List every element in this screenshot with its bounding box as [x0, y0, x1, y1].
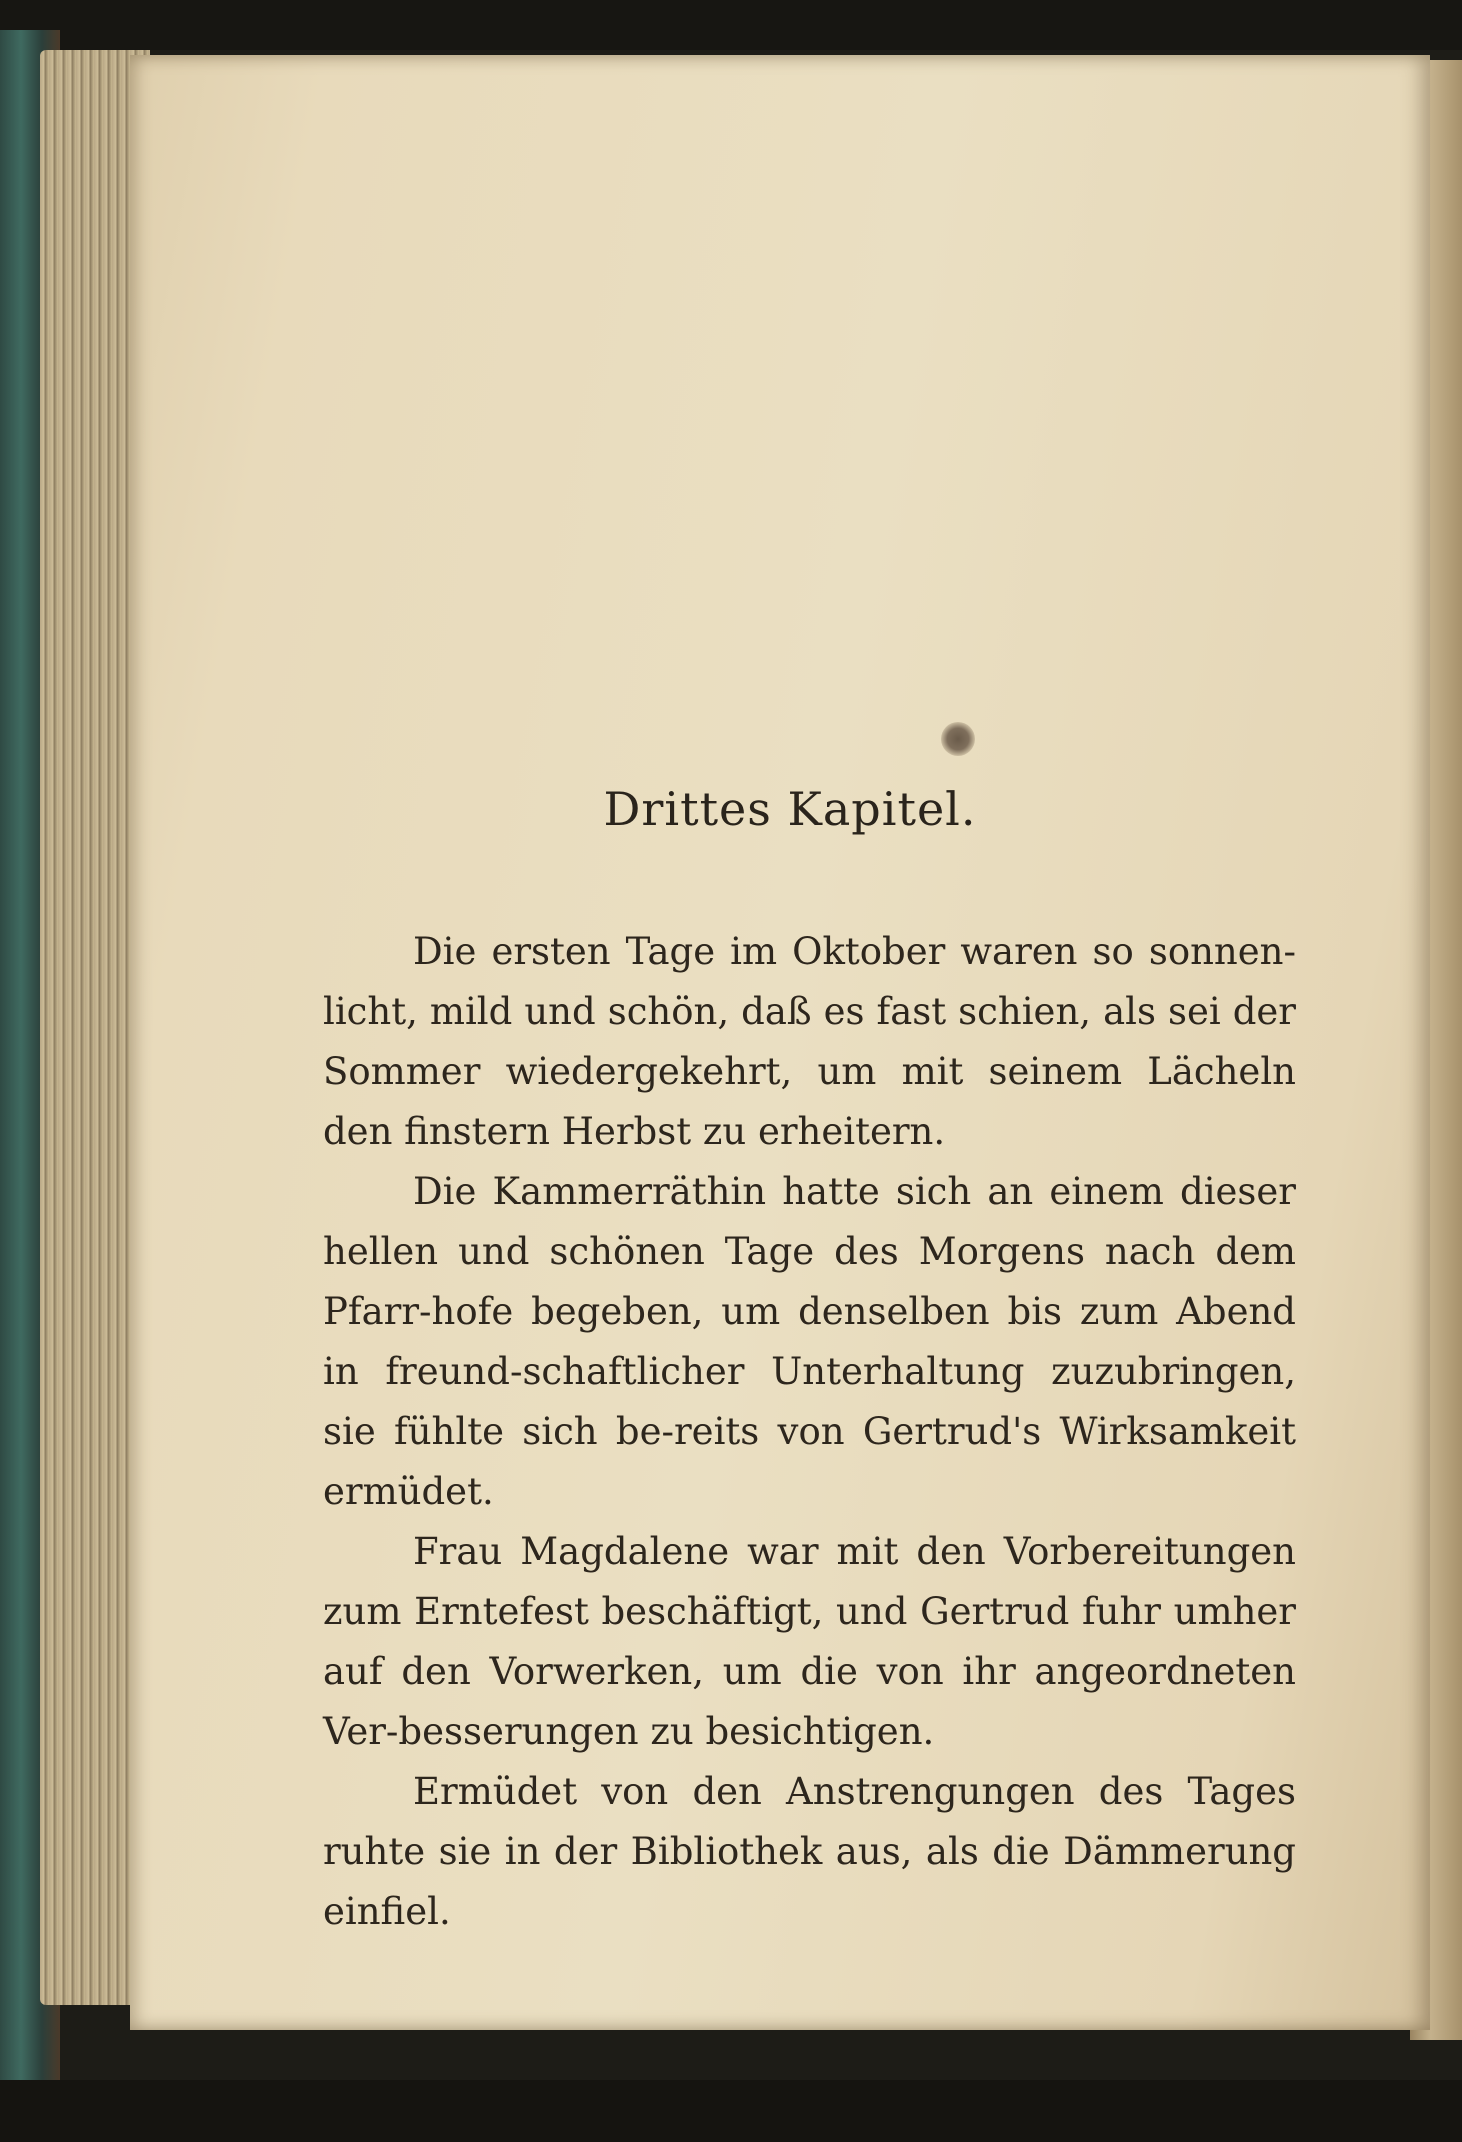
- paragraph: Frau Magdalene war mit den Vorbereitungen zum Erntefest beschäftigt, und Gertrud fuhr umher auf den Vorwerken, um die von ihr angeordneten Ver-besserungen zu besichtigen.: [323, 1530, 1296, 1753]
- book-cover-top: [0, 0, 1462, 50]
- paragraph: Ermüdet von den Anstrengungen des Tages ruhte sie in der Bibliothek aus, als die Dämmerung einfiel.: [323, 1770, 1296, 1933]
- paragraph: Die ersten Tage im Oktober waren so sonnen-licht, mild und schön, daß es fast schien, als sei der Sommer wiedergekehrt, um mit seinem Lächeln den finstern Herbst zu erheitern.: [323, 930, 1296, 1153]
- book-cover-bottom: [0, 2080, 1462, 2142]
- paragraph: Die Kammerräthin hatte sich an einem dieser hellen und schönen Tage des Morgens nach dem Pfarr-hofe begeben, um denselben bis zum Abend in freund-schaftlicher Unterhaltung zuzubringen, sie fühlte sich be-reits von Gertrud's Wirksamkeit ermüdet.: [323, 1170, 1296, 1513]
- ink-spot: [941, 722, 975, 756]
- chapter-heading: Drittes Kapitel.: [603, 782, 977, 836]
- body-text: [323, 922, 1296, 1942]
